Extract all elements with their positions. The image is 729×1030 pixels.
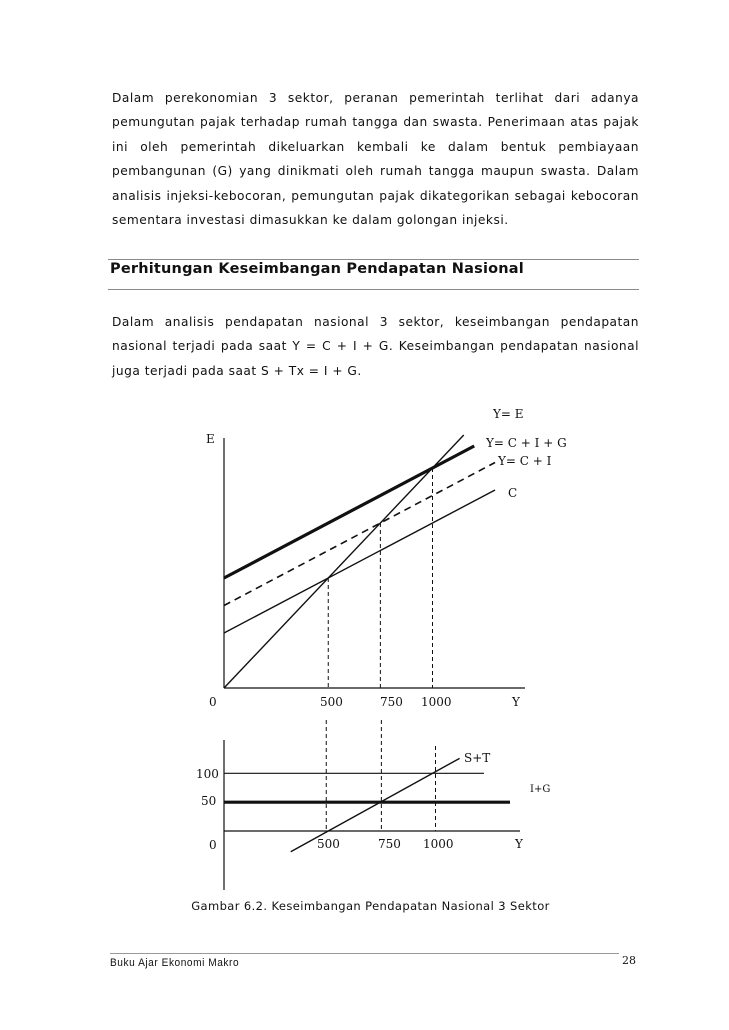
top-x-tick-500: 500: [320, 695, 343, 709]
bottom-x-tick-1000: 1000: [423, 837, 454, 851]
footer-book-title: Buku Ajar Ekonomi Makro: [110, 957, 240, 969]
line-y-c-i-g: [224, 446, 474, 578]
bottom-y-tick-100: 100: [196, 767, 219, 781]
paragraph-intro: Dalam perekonomian 3 sektor, peranan pemerintah terlihat dari adanya pemungutan pajak terhadap rumah tangga dan swasta. Penerimaan atas pajak ini oleh pemerintah dikeluarkan kembali ke dalam bentuk pembiayaan pembangunan (G) yang dinikmati oleh rumah tangga maupun swasta. Dalam analisis injeksi-kebocoran, pemungutan pajak dikategorikan sebagai kebocoran sementara investasi dimasukkan ke dalam golongan injeksi.: [112, 91, 639, 228]
label-s-t: S+T: [464, 751, 491, 765]
page-number: 28: [622, 954, 636, 967]
top-chart: [206, 407, 567, 709]
label-y-equals-e: Y= E: [493, 407, 524, 421]
top-x-axis-label: Y: [512, 695, 520, 709]
bottom-x-tick-500: 500: [317, 837, 340, 851]
figure-caption: Gambar 6.2. Keseimbangan Pendapatan Nasional 3 Sektor: [191, 899, 550, 913]
top-y-axis-label: E: [206, 432, 215, 446]
label-c: C: [508, 486, 518, 500]
section-heading: Perhitungan Keseimbangan Pendapatan Nasional: [110, 261, 524, 277]
label-y-c-i: Y= C + I: [498, 454, 552, 468]
paragraph-equilibrium: Dalam analisis pendapatan nasional 3 sektor, keseimbangan pendapatan nasional terjadi pada saat Y = C + I + G. Keseimbangan pendapatan nasional juga terjadi pada saat S + Tx = I + G.: [112, 315, 639, 378]
line-y-c-i: [224, 463, 495, 606]
line-c: [224, 490, 495, 633]
bottom-x-axis-label: Y: [515, 837, 523, 851]
footer-rule: [110, 953, 619, 954]
line-y-e: [224, 435, 464, 688]
bottom-y-tick-0: 0: [209, 838, 217, 852]
bottom-x-tick-750: 750: [378, 837, 401, 851]
top-x-tick-1000: 1000: [421, 695, 452, 709]
bottom-y-tick-50: 50: [201, 794, 217, 808]
bottom-chart: [196, 720, 550, 890]
label-i-g: I+G: [530, 784, 551, 795]
label-y-c-i-g: Y= C + I + G: [486, 436, 567, 450]
top-x-tick-750: 750: [380, 695, 403, 709]
top-origin-label: 0: [209, 695, 217, 709]
